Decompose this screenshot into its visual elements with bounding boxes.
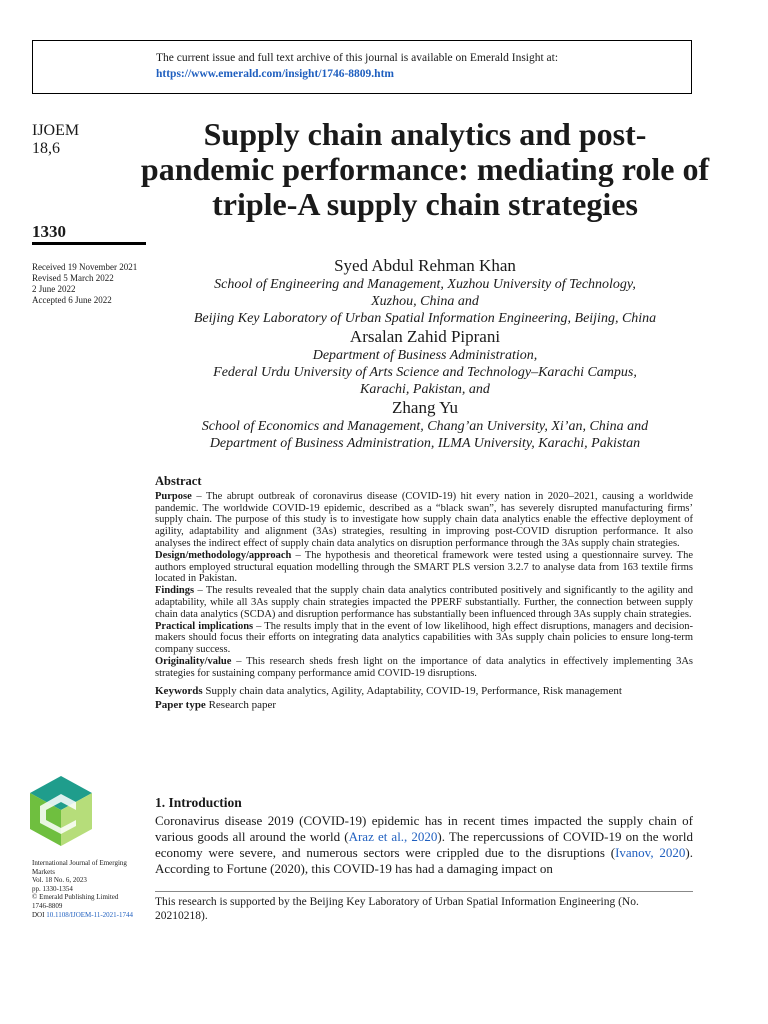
abstract (155, 476, 693, 712)
abstract-findings (155, 585, 693, 620)
findings-text: – The results revealed that the supply chain data analytics contributed positively and significantly to the agility and adaptability, while all 3As supply chain strategies impacted the PPERF substantially. Further, the connection between supply chain data analytics (SCDA) and disruption performance has substantially been influenced through 3As supply chain strategies. (155, 585, 693, 620)
info-line: pp. 1330-1354 (32, 884, 73, 893)
author-affiliation: Xuzhou, China and (371, 294, 479, 309)
design-text: – The hypothesis and theoretical framework were tested using a questionnaire survey. The authors employed structural equation modelling through the SMART PLS version 3.2.7 to analyse data from 163 textile firms located in Pakistan. (155, 549, 693, 585)
info-line: 1746-8809 (32, 901, 63, 910)
info-line: Markets (32, 867, 55, 876)
author-name: Arsalan Zahid Piprani (349, 327, 501, 346)
paper-type (155, 698, 693, 712)
keywords-text: Supply chain data analytics, Agility, Adaptability, COVID-19, Performance, Risk management (202, 684, 622, 697)
author-affiliation: Beijing Key Laboratory of Urban Spatial Information Engineering, Beijing, China (193, 311, 657, 326)
footnote-rule (155, 891, 693, 892)
publication-info (32, 859, 152, 919)
abstract-design (155, 550, 693, 585)
originality-label: Originality/value (155, 655, 232, 667)
journal-citation (32, 122, 79, 158)
purpose-text: – The abrupt outbreak of coronavirus disease (COVID-19) hit every nation in 2020–2021, causing a worldwide pandemic. The worldwide COVID-19 epidemic, described as a “black swan”, has severely disrupted manufacturing firms’ supply chain. The purpose of this study is to investigate how supply chain data analytics enable the effective deployment of agility, adaptability and alignment (3As) strategies, resulting in improving post-COVID disruption performance. It also analyses the indirect effect of supply chain data analytics on disruption performance through the 3As supply chain strategies. (155, 490, 693, 549)
author-name: Zhang Yu (392, 398, 458, 417)
availability-banner (32, 40, 692, 94)
banner-text: The current issue and full text archive of this journal is available on Emerald Insight at: (156, 52, 559, 64)
author-affiliation: School of Economics and Management, Chang’an University, Xi’an, China and (201, 419, 649, 434)
page-number: 1330 (32, 222, 66, 241)
practical-text: – The results imply that in the event of low likelihood, high effect disruptions, managers and decision-makers should focus their efforts on integrating data analytics capabilities with 3As supply chain policies to ensure long-term company success. (155, 620, 693, 656)
section-heading: 1. Introduction (155, 795, 242, 810)
findings-label: Findings (155, 585, 195, 597)
paper-title: Supply chain analytics and post-pandemic performance: mediating role of triple-A supply chain strategies (140, 116, 710, 222)
journal-abbr: IJOEM (32, 122, 80, 139)
abstract-practical (155, 621, 693, 656)
page-number-rule (32, 242, 146, 245)
intro-text: Coronavirus disease 2019 (COVID-19) epidemic has in recent times impacted the supply chain of various goods all around the world ( (155, 813, 693, 844)
practical-label: Practical implications (155, 620, 254, 632)
intro-text: ). According to Fortune (2020), this COVID-19 has had a damaging impact on (155, 845, 693, 876)
author-affiliation: Department of Business Administration, ILMA University, Karachi, Pakistan (209, 436, 641, 451)
info-line: International Journal of Emerging (32, 859, 127, 867)
purpose-label: Purpose (155, 490, 192, 502)
date-revised-2: 2 June 2022 (32, 284, 76, 294)
author-affiliation: Department of Business Administration, (312, 348, 538, 363)
doi-link[interactable]: 10.1108/IJOEM-11-2021-1744 (46, 910, 133, 919)
submission-dates (32, 262, 152, 306)
banner-journal-link[interactable]: https://www.emerald.com/insight/1746-8809.htm (156, 68, 394, 80)
author-affiliation: Federal Urdu University of Arts Science and Technology–Karachi Campus, (213, 365, 637, 380)
abstract-heading: Abstract (155, 474, 202, 488)
author-block (150, 256, 700, 452)
info-line: Vol. 18 No. 6, 2023 (32, 876, 87, 885)
funding-footnote: This research is supported by the Beijing Key Laboratory of Urban Spatial Information Engineering (No. 20210218). (155, 896, 639, 922)
date-received: Received 19 November 2021 (32, 262, 138, 272)
introduction-section (155, 795, 693, 877)
journal-volume: 18,6 (32, 140, 60, 157)
info-line: © Emerald Publishing Limited (32, 893, 119, 902)
originality-text: – This research sheds fresh light on the importance of data analytics in effectively implementing 3As strategies for sustaining company performance amid COVID-19 disruptions. (155, 655, 693, 679)
design-label: Design/methodology/approach (155, 549, 292, 561)
doi-label: DOI (32, 910, 47, 919)
introduction-paragraph (155, 813, 693, 877)
citation-link[interactable]: Ivanov, 2020 (615, 845, 686, 860)
citation-link[interactable]: Araz et al., 2020 (348, 829, 438, 844)
author-affiliation: School of Engineering and Management, Xuzhou University of Technology, (214, 277, 636, 292)
keywords-label: Keywords (155, 684, 203, 697)
emerald-logo-icon (30, 776, 92, 846)
author-affiliation: Karachi, Pakistan, and (360, 382, 490, 397)
papertype-text: Research paper (205, 698, 277, 711)
date-accepted: Accepted 6 June 2022 (32, 295, 112, 305)
author-name: Syed Abdul Rehman Khan (334, 256, 516, 275)
papertype-label: Paper type (155, 698, 206, 711)
intro-text: ). The repercussions of COVID-19 on the world economy were severe, and numerous sectors were crippled due to the disruptions ( (155, 829, 693, 860)
doi-line (32, 911, 152, 920)
abstract-purpose (155, 491, 693, 550)
abstract-originality (155, 656, 693, 680)
date-revised: Revised 5 March 2022 (32, 273, 114, 283)
keywords (155, 684, 693, 698)
